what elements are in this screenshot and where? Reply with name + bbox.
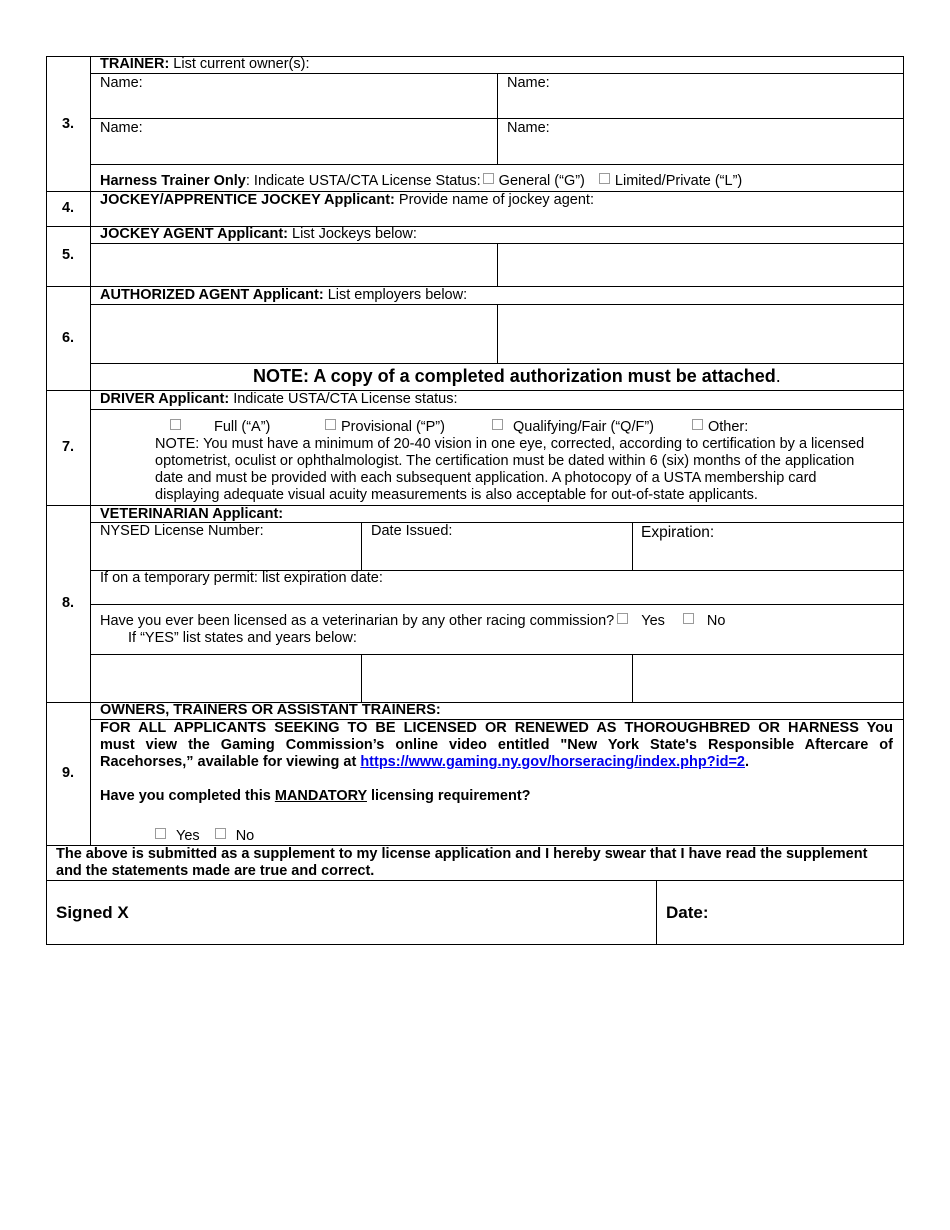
other-commission-question: Have you ever been licensed as a veterinarian by any other racing commission? Yes No bbox=[100, 613, 726, 629]
driver-option-full: Full (“A”) bbox=[170, 419, 270, 436]
owner-name-field-4[interactable] bbox=[499, 137, 901, 162]
driver-option-provisional: Provisional (“P”) bbox=[325, 419, 445, 436]
signature-field[interactable] bbox=[140, 886, 650, 938]
vision-note-line-3: date and must be provided with each subsequent application. A photocopy of a USTA membership card bbox=[155, 470, 817, 486]
trainer-heading: TRAINER: List current owner(s): bbox=[100, 56, 310, 72]
date-issued-label: Date Issued: bbox=[371, 523, 453, 539]
jockey-list-field-1[interactable] bbox=[92, 245, 495, 284]
jockey-agent-name-field[interactable] bbox=[92, 209, 901, 225]
section-number-8: 8. bbox=[61, 595, 75, 611]
date-field[interactable] bbox=[720, 886, 898, 938]
mandatory-yes-checkbox[interactable] bbox=[155, 828, 166, 839]
attestation-line-2: and the statements made are true and correct. bbox=[56, 863, 375, 879]
aftercare-video-link[interactable]: https://www.gaming.ny.gov/horseracing/index.php?id=2 bbox=[360, 754, 746, 770]
vision-note-line-1: NOTE: You must have a minimum of 20-40 vision in one eye, corrected, according to certification by a licensed bbox=[155, 436, 865, 452]
owner-name-label-4: Name: bbox=[507, 120, 550, 136]
owner-name-label-3: Name: bbox=[100, 120, 143, 136]
section-number-6: 6. bbox=[61, 330, 75, 346]
owner-name-field-3[interactable] bbox=[92, 137, 495, 162]
nysed-label: NYSED License Number: bbox=[100, 523, 264, 539]
nysed-license-field[interactable] bbox=[92, 541, 359, 568]
full-checkbox[interactable] bbox=[170, 419, 181, 430]
mandatory-question: Have you completed this MANDATORY licensing requirement? bbox=[100, 788, 531, 804]
owner-name-field-2[interactable] bbox=[499, 92, 901, 116]
veterinarian-heading: VETERINARIAN Applicant: bbox=[100, 506, 284, 522]
if-yes-label: If “YES” list states and years below: bbox=[128, 630, 357, 646]
mandatory-no-checkbox[interactable] bbox=[215, 828, 226, 839]
driver-option-qualifying: Qualifying/Fair (“Q/F”) bbox=[492, 419, 654, 436]
attestation-line-1: The above is submitted as a supplement to my license application and I hereby swear that I have read the supplement bbox=[56, 846, 868, 862]
aftercare-para-line-3: Racehorses,” available for viewing at https://www.gaming.ny.gov/horseracing/index.php?id=2. bbox=[100, 754, 750, 770]
qualifying-checkbox[interactable] bbox=[492, 419, 503, 430]
section-number-3: 3. bbox=[61, 116, 75, 132]
section-number-9: 9. bbox=[61, 765, 75, 781]
jockey-agent-heading: JOCKEY AGENT Applicant: List Jockeys below: bbox=[100, 226, 417, 242]
states-years-field-2[interactable] bbox=[363, 656, 630, 700]
limited-private-checkbox[interactable] bbox=[599, 173, 610, 184]
signature-label: Signed X bbox=[56, 903, 129, 922]
date-label: Date: bbox=[666, 903, 709, 922]
mandatory-answer-row: Yes No bbox=[155, 828, 254, 845]
temporary-permit-field[interactable] bbox=[92, 588, 901, 602]
aftercare-para-line-2: must view the Gaming Commission’s online video entitled "New York State's Responsible Aftercare of bbox=[100, 737, 893, 753]
authorization-note: NOTE: A copy of a completed authorization must be attached. bbox=[253, 366, 781, 386]
temporary-permit-label: If on a temporary permit: list expiration date: bbox=[100, 570, 383, 586]
date-issued-field[interactable] bbox=[363, 541, 630, 568]
driver-option-other: Other: bbox=[692, 419, 748, 436]
employer-field-1[interactable] bbox=[92, 306, 495, 361]
states-years-field-3[interactable] bbox=[634, 656, 901, 700]
section-number-5: 5. bbox=[61, 247, 75, 263]
vet-no-checkbox[interactable] bbox=[683, 613, 694, 624]
owner-name-field-1[interactable] bbox=[92, 92, 495, 116]
expiration-field[interactable] bbox=[634, 543, 901, 568]
states-years-field-1[interactable] bbox=[92, 656, 359, 700]
section-number-7: 7. bbox=[61, 439, 75, 455]
expiration-label: Expiration: bbox=[641, 524, 715, 541]
provisional-checkbox[interactable] bbox=[325, 419, 336, 430]
general-checkbox[interactable] bbox=[483, 173, 494, 184]
authorized-agent-heading: AUTHORIZED AGENT Applicant: List employers below: bbox=[100, 287, 468, 303]
vision-note-line-4: displaying adequate visual acuity measurements is also acceptable for out-of-state applicants. bbox=[155, 487, 758, 503]
harness-trainer-row: Harness Trainer Only: Indicate USTA/CTA License Status: General (“G”) Limited/Private (“L”) bbox=[100, 173, 743, 189]
vet-yes-checkbox[interactable] bbox=[617, 613, 628, 624]
jockey-heading: JOCKEY/APPRENTICE JOCKEY Applicant: Provide name of jockey agent: bbox=[100, 192, 594, 208]
owners-trainers-heading: OWNERS, TRAINERS OR ASSISTANT TRAINERS: bbox=[100, 702, 441, 718]
jockey-list-field-2[interactable] bbox=[499, 245, 901, 284]
other-checkbox[interactable] bbox=[692, 419, 703, 430]
section-number-4: 4. bbox=[61, 200, 75, 216]
aftercare-para-line-1: FOR ALL APPLICANTS SEEKING TO BE LICENSED OR RENEWED AS THOROUGHBRED OR HARNESS You bbox=[100, 720, 893, 736]
vision-note-line-2: optometrist, oculist or ophthalmologist. The certification must be dated within 6 (six) months of the application bbox=[155, 453, 855, 469]
owner-name-label-1: Name: bbox=[100, 75, 143, 91]
employer-field-2[interactable] bbox=[499, 306, 901, 361]
owner-name-label-2: Name: bbox=[507, 75, 550, 91]
driver-heading: DRIVER Applicant: Indicate USTA/CTA License status: bbox=[100, 391, 458, 407]
